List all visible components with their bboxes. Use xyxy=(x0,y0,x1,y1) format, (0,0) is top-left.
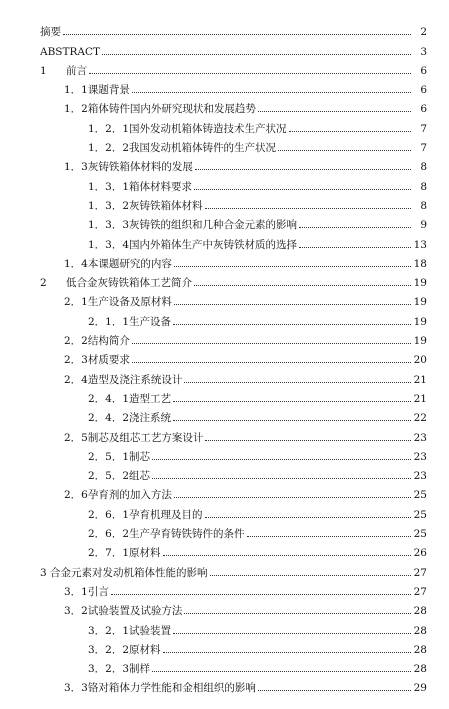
dot-leader xyxy=(132,362,411,363)
toc-entry-title xyxy=(64,374,182,386)
toc-entry-page-number: 19 xyxy=(413,315,427,328)
toc-entry-page-number: 23 xyxy=(413,431,427,444)
toc-entry-page-number: 23 xyxy=(413,450,427,463)
toc-entry-page-number: 25 xyxy=(413,528,427,541)
toc-entry-title xyxy=(40,567,208,579)
toc-entry-page-number: 3 xyxy=(420,45,427,58)
toc-entry[interactable] xyxy=(0,19,449,38)
toc-entry-title xyxy=(64,489,172,501)
toc-entry[interactable] xyxy=(0,251,449,270)
toc-entry-title xyxy=(88,412,171,424)
toc-entry-page-number: 27 xyxy=(413,566,427,579)
toc-entry-page-number: 6 xyxy=(420,103,427,116)
toc-entry-text: 2．6．1孕育机理及目的 xyxy=(88,508,203,521)
toc-entry[interactable] xyxy=(0,77,449,96)
dot-leader xyxy=(173,633,411,634)
toc-entry-number: 2 xyxy=(40,277,47,290)
toc-entry-title xyxy=(64,103,256,115)
toc-entry-text: 前言 xyxy=(66,64,87,77)
toc-entry-text: 2．6．2生产孕育铸铁铸件的条件 xyxy=(88,528,245,541)
toc-entry-text: 3．2．3制样 xyxy=(88,663,151,676)
toc-entry-text: 2．5制芯及组芯工艺方案设计 xyxy=(64,431,204,444)
toc-entry-page-number: 21 xyxy=(413,392,427,405)
toc-entry-page-number: 29 xyxy=(413,682,427,695)
toc-entry-text: 3．2．1试验装置 xyxy=(88,624,172,637)
toc-entry-page-number: 8 xyxy=(420,199,427,212)
toc-entry-page-number: 7 xyxy=(420,142,427,155)
toc-entry[interactable] xyxy=(0,173,449,192)
toc-entry-title xyxy=(64,354,130,366)
toc-entry-text: 2．1．1生产设备 xyxy=(88,315,172,328)
toc-entry-text: 3．2试验装置及试验方法 xyxy=(64,605,183,618)
toc-entry-title xyxy=(88,393,171,405)
toc-entry[interactable] xyxy=(0,424,449,443)
toc-entry[interactable] xyxy=(0,58,449,77)
dot-leader xyxy=(174,497,411,498)
dot-leader xyxy=(152,671,411,672)
dot-leader xyxy=(102,54,411,55)
toc-entry-text: 低合金灰铸铁箱体工艺简介 xyxy=(66,277,192,290)
dot-leader xyxy=(132,92,411,93)
toc-entry-text: 2．4造型及浇注系统设计 xyxy=(64,373,183,386)
toc-entry[interactable] xyxy=(0,96,449,115)
toc-entry[interactable] xyxy=(0,154,449,173)
toc-entry-page-number: 8 xyxy=(420,180,427,193)
toc-entry[interactable] xyxy=(0,231,449,250)
toc-entry[interactable] xyxy=(0,328,449,347)
dot-leader xyxy=(194,189,411,190)
toc-entry-title xyxy=(88,181,192,193)
toc-entry-text: 1．4本课题研究的内容 xyxy=(64,257,172,270)
dot-leader xyxy=(299,227,411,228)
dot-leader xyxy=(205,517,411,518)
toc-entry-page-number: 28 xyxy=(413,663,427,676)
dot-leader xyxy=(173,401,411,402)
toc-entry[interactable] xyxy=(0,579,449,598)
toc-entry-text: 2．5．2组芯 xyxy=(88,470,151,483)
toc-entry[interactable] xyxy=(0,405,449,424)
toc-entry-text: 3 合金元素对发动机箱体性能的影响 xyxy=(40,566,208,579)
toc-entry[interactable] xyxy=(0,270,449,289)
dot-leader xyxy=(289,131,411,132)
toc-entry-title xyxy=(88,644,161,656)
toc-entry-page-number: 23 xyxy=(413,470,427,483)
toc-entry[interactable] xyxy=(0,115,449,134)
toc-entry[interactable] xyxy=(0,617,449,636)
toc-entry[interactable] xyxy=(0,559,449,578)
toc-entry[interactable] xyxy=(0,540,449,559)
toc-entry-text: 2．1生产设备及原材料 xyxy=(64,296,172,309)
toc-entry-page-number: 25 xyxy=(413,489,427,502)
dot-leader xyxy=(205,440,411,441)
dot-leader xyxy=(258,111,411,112)
dot-leader xyxy=(163,652,411,653)
toc-entry[interactable] xyxy=(0,598,449,617)
toc-entry-page-number: 8 xyxy=(420,161,427,174)
toc-entry-title xyxy=(88,528,245,540)
toc-entry-page-number: 13 xyxy=(413,238,427,251)
toc-entry-page-number: 19 xyxy=(413,277,427,290)
toc-entry-page-number: 20 xyxy=(413,354,427,367)
dot-leader xyxy=(195,169,411,170)
toc-entry-title xyxy=(88,470,150,482)
toc-entry[interactable] xyxy=(0,463,449,482)
toc-entry-page-number: 9 xyxy=(420,219,427,232)
toc-entry-title xyxy=(64,432,203,444)
toc-entry[interactable] xyxy=(0,501,449,520)
toc-entry-text: 1．3．4国内外箱体生产中灰铸铁材质的选择 xyxy=(88,238,298,251)
dot-leader xyxy=(152,459,411,460)
dot-leader xyxy=(184,382,411,383)
toc-entry-title xyxy=(88,547,161,559)
toc-entry-title xyxy=(88,239,297,251)
toc-entry-title xyxy=(88,219,297,231)
toc-entry[interactable] xyxy=(0,675,449,694)
dot-leader xyxy=(247,536,411,537)
toc-entry[interactable] xyxy=(0,308,449,327)
toc-entry-title xyxy=(64,586,109,598)
toc-entry-title xyxy=(64,335,130,347)
toc-entry-title xyxy=(64,296,172,308)
dot-leader xyxy=(194,285,411,286)
toc-entry-text: 1．2．2我国发动机箱体铸件的生产状况 xyxy=(88,142,277,155)
dot-leader xyxy=(174,266,411,267)
toc-entry-page-number: 18 xyxy=(413,257,427,270)
toc-entry-text: 2．4．1造型工艺 xyxy=(88,392,172,405)
toc-entry-text: 3．2．2原材料 xyxy=(88,643,161,656)
dot-leader xyxy=(278,150,411,151)
toc-entry-page-number: 28 xyxy=(413,605,427,618)
dot-leader xyxy=(210,575,411,576)
toc-entry-title xyxy=(88,625,171,637)
toc-entry-title xyxy=(88,200,203,212)
dot-leader xyxy=(111,594,411,595)
toc-entry-text: 摘要 xyxy=(40,26,61,39)
toc-entry[interactable] xyxy=(0,347,449,366)
toc-entry[interactable] xyxy=(0,212,449,231)
toc-entry-title xyxy=(88,142,276,154)
toc-entry[interactable] xyxy=(0,444,449,463)
toc-entry[interactable] xyxy=(0,289,449,308)
toc-entry-page-number: 21 xyxy=(413,373,427,386)
toc-entry-title xyxy=(64,161,193,173)
toc-entry-page-number: 25 xyxy=(413,508,427,521)
toc-entry[interactable] xyxy=(0,193,449,212)
toc-entry-page-number: 19 xyxy=(413,335,427,348)
toc-entry[interactable] xyxy=(0,637,449,656)
toc-entry[interactable] xyxy=(0,366,449,385)
toc-entry-text: 2．4．2浇注系统 xyxy=(88,412,172,425)
toc-entry-number: 1 xyxy=(40,64,47,77)
dot-leader xyxy=(89,73,411,74)
toc-entry-text: 3．1引言 xyxy=(64,585,109,598)
toc-entry[interactable] xyxy=(0,656,449,675)
toc-entry[interactable] xyxy=(0,386,449,405)
dot-leader xyxy=(299,247,411,248)
dot-leader xyxy=(258,690,411,691)
dot-leader xyxy=(173,420,411,421)
toc-entry-text: ABSTRACT xyxy=(40,45,101,58)
dot-leader xyxy=(132,343,411,344)
toc-entry-page-number: 27 xyxy=(413,585,427,598)
dot-leader xyxy=(173,324,411,325)
dot-leader xyxy=(184,613,411,614)
dot-leader xyxy=(163,555,411,556)
dot-leader xyxy=(205,208,411,209)
toc-entry-text: 1．1课题背景 xyxy=(64,84,130,97)
toc-entry[interactable] xyxy=(0,135,449,154)
toc-entry-title xyxy=(88,123,287,135)
toc-entry-title xyxy=(64,84,130,96)
toc-entry-text: 1．2．1国外发动机箱体铸造技术生产状况 xyxy=(88,122,287,135)
toc-entry-page-number: 6 xyxy=(420,64,427,77)
toc-entry-page-number: 2 xyxy=(420,26,427,39)
toc-entry-title xyxy=(40,277,192,289)
dot-leader xyxy=(63,34,411,35)
toc-entry-title xyxy=(64,605,182,617)
toc-entry[interactable] xyxy=(0,38,449,57)
dot-leader xyxy=(174,304,411,305)
toc-entry-page-number: 28 xyxy=(413,624,427,637)
toc-entry-title xyxy=(40,26,61,38)
toc-entry-title xyxy=(88,663,150,675)
toc-entry[interactable] xyxy=(0,482,449,501)
dot-leader xyxy=(152,478,411,479)
toc-entry-text: 3．3铬对箱体力学性能和金相组织的影响 xyxy=(64,682,256,695)
toc-entry-title xyxy=(88,509,203,521)
toc-entry-title xyxy=(88,316,171,328)
toc-entry-text: 1．3．2灰铸铁箱体材料 xyxy=(88,199,203,212)
toc-entry-page-number: 22 xyxy=(413,412,427,425)
toc-entry-text: 2．3材质要求 xyxy=(64,354,130,367)
toc-entry-page-number: 28 xyxy=(413,643,427,656)
toc-entry-page-number: 7 xyxy=(420,122,427,135)
toc-entry-text: 2．2结构简介 xyxy=(64,335,130,348)
toc-entry-title xyxy=(64,682,256,694)
toc-entry-title xyxy=(88,451,150,463)
toc-entry-text: 1．3灰铸铁箱体材料的发展 xyxy=(64,161,193,174)
toc-entry-text: 2．6孕育剂的加入方法 xyxy=(64,489,172,502)
toc-entry-text: 2．7．1原材料 xyxy=(88,547,161,560)
table-of-contents xyxy=(0,19,449,694)
toc-entry-title xyxy=(40,65,87,77)
toc-entry-page-number: 26 xyxy=(413,547,427,560)
toc-entry-title xyxy=(64,258,172,270)
toc-entry-text: 1．2箱体铸件国内外研究现状和发展趋势 xyxy=(64,103,256,116)
toc-entry-text: 1．3．1箱体材料要求 xyxy=(88,180,193,193)
toc-entry-text: 1．3．3灰铸铁的组织和几种合金元素的影响 xyxy=(88,219,298,232)
toc-entry-page-number: 6 xyxy=(420,84,427,97)
toc-entry-page-number: 19 xyxy=(413,296,427,309)
toc-entry-text: 2．5．1制芯 xyxy=(88,450,151,463)
toc-entry-title xyxy=(40,46,100,58)
toc-entry[interactable] xyxy=(0,521,449,540)
